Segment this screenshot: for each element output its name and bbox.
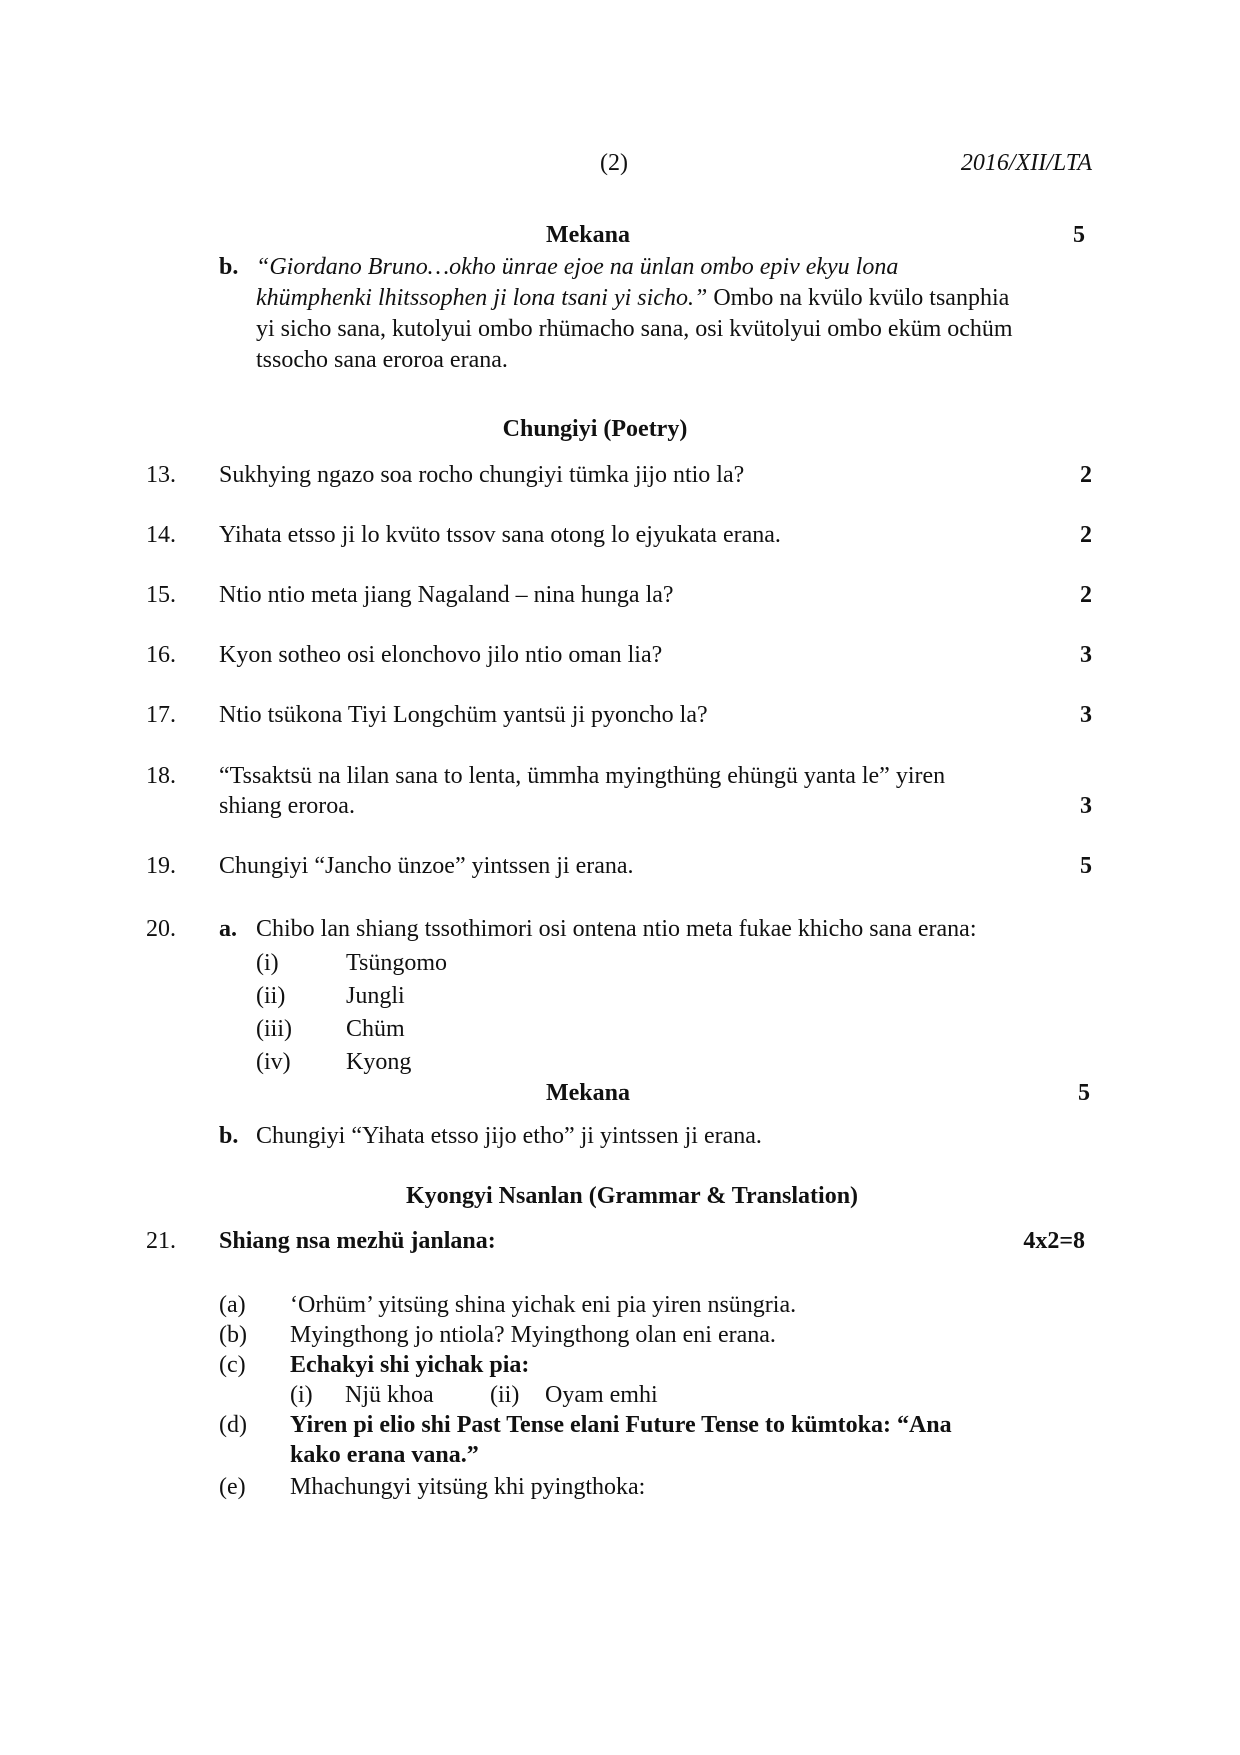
question-number: 14.: [146, 522, 176, 548]
question-marks: 5: [1078, 1080, 1090, 1106]
option-b-quote-line1: “Giordano Bruno…okho ünrae ejoe na ünlan ombo epiv ekyu lona: [256, 254, 899, 280]
question-marks: 3: [1080, 642, 1092, 668]
question-text: “Tssaktsü na lilan sana to lenta, ümmha myingthüng ehüngü yanta le” yiren: [219, 763, 946, 789]
question-text: Kyon sotheo osi elonchovo jilo ntio oman lia?: [219, 642, 663, 668]
question-number: 13.: [146, 462, 176, 488]
option-b-label: b.: [219, 254, 239, 280]
list-item-roman: (ii): [256, 983, 286, 1009]
list-item-word: Kyong: [346, 1049, 412, 1075]
option-b-line2-rest: Ombo na kvülo kvülo tsanphia: [707, 285, 1010, 311]
option-b-line2: [256, 285, 1009, 312]
section-title-poetry: Chungiyi (Poetry): [502, 416, 688, 442]
question-marks: 2: [1080, 582, 1092, 608]
question-marks: 2: [1080, 522, 1092, 548]
section-title-grammar: Kyongyi Nsanlan (Grammar & Translation): [406, 1183, 859, 1209]
list-item-roman: (iv): [256, 1049, 291, 1075]
subitem-label: (a): [219, 1292, 246, 1318]
list-item-word: Chüm: [346, 1016, 405, 1042]
option-a-label: a.: [219, 916, 237, 942]
marks: 5: [1073, 222, 1085, 248]
list-item-word: Jungli: [346, 983, 405, 1009]
question-title: Shiang nsa mezhü janlana:: [219, 1228, 496, 1254]
question-marks: 4x2=8: [1023, 1228, 1085, 1254]
subitem-text: Myingthong jo ntiola? Myingthong olan eni erana.: [290, 1322, 776, 1348]
question-text: Ntio tsükona Tiyi Longchüm yantsü ji pyoncho la?: [219, 702, 708, 728]
option-b-text: Chungiyi “Yihata etsso jijo etho” ji yintssen ji erana.: [256, 1123, 762, 1149]
question-number: 16.: [146, 642, 176, 668]
subitem-phrase: Oyam emhi: [545, 1382, 658, 1408]
option-b-line4: tssocho sana eroroa erana.: [256, 347, 508, 373]
question-text: Chungiyi “Jancho ünzoe” yintssen ji erana.: [219, 853, 634, 879]
list-item-roman: (i): [256, 950, 279, 976]
subitem-label: (e): [219, 1474, 246, 1500]
option-b-label: b.: [219, 1123, 239, 1149]
option-a-text: Chibo lan shiang tssothimori osi ontena ntio meta fukae khicho sana erana:: [256, 916, 977, 942]
question-marks: 3: [1080, 702, 1092, 728]
question-marks: 2: [1080, 462, 1092, 488]
subitem-roman: (i): [290, 1382, 313, 1408]
question-number: 19.: [146, 853, 176, 879]
question-text: Yihata etsso ji lo kvüto tssov sana otong lo ejyukata erana.: [219, 522, 781, 548]
question-number: 21.: [146, 1228, 176, 1254]
question-number: 18.: [146, 763, 176, 789]
subitem-label: (c): [219, 1352, 246, 1378]
question-number: 15.: [146, 582, 176, 608]
or-label: Mekana: [546, 1080, 630, 1106]
question-text: Sukhying ngazo soa rocho chungiyi tümka jijo ntio la?: [219, 462, 745, 488]
question-marks: 5: [1080, 853, 1092, 879]
paper-code: 2016/XII/LTA: [960, 150, 1092, 176]
subitem-phrase: Njü khoa: [345, 1382, 434, 1408]
question-marks: 3: [1080, 793, 1092, 819]
page-number: (2): [600, 150, 628, 176]
question-number: 17.: [146, 702, 176, 728]
question-text-line2: shiang eroroa.: [219, 793, 355, 819]
subitem-text: Yiren pi elio shi Past Tense elani Future Tense to kümtoka: “Ana: [290, 1412, 952, 1438]
subitem-text: ‘Orhüm’ yitsüng shina yichak eni pia yiren nsüngria.: [290, 1292, 797, 1318]
subitem-text: Echakyi shi yichak pia:: [290, 1352, 530, 1378]
list-item-word: Tsüngomo: [346, 950, 447, 976]
subitem-text: Mhachungyi yitsüng khi pyingthoka:: [290, 1474, 646, 1500]
subitem-label: (b): [219, 1322, 247, 1348]
subitem-roman: (ii): [490, 1382, 520, 1408]
subitem-text-line2: kako erana vana.”: [290, 1442, 479, 1468]
subitem-label: (d): [219, 1412, 247, 1438]
option-b-quote-line2: khümphenki lhitssophen ji lona tsani yi sicho.”: [256, 285, 708, 311]
question-number: 20.: [146, 916, 176, 942]
question-text: Ntio ntio meta jiang Nagaland – nina hunga la?: [219, 582, 674, 608]
list-item-roman: (iii): [256, 1016, 292, 1042]
option-b-line3: yi sicho sana, kutolyui ombo rhümacho sana, osi kvütolyui ombo eküm ochüm: [256, 316, 1013, 342]
or-label: Mekana: [546, 222, 630, 248]
